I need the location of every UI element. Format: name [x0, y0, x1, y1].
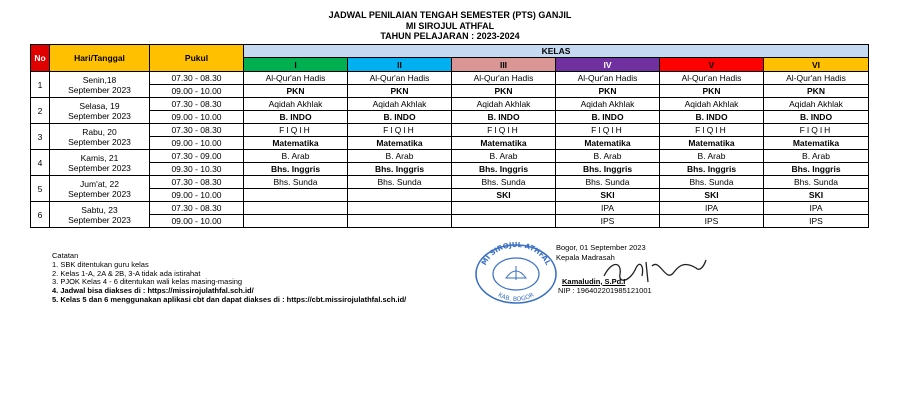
notes-title: Catatan — [52, 251, 79, 260]
table-row — [31, 163, 869, 176]
subject-cell: IPA — [764, 202, 869, 215]
day-number: 2 — [31, 98, 50, 124]
document-title — [0, 10, 900, 42]
day-cell — [50, 202, 150, 228]
subject-cell: PKN — [764, 85, 869, 98]
class-header: IV — [556, 58, 660, 72]
subject-cell: Al-Qur'an Hadis — [660, 72, 764, 85]
table-row — [31, 124, 869, 137]
seal-top-text: MI SIROJUL ATHFAL — [480, 240, 552, 267]
subject-cell: FIQIH — [348, 124, 452, 137]
class-header: III — [452, 58, 556, 72]
subject-cell: SKI — [764, 189, 869, 202]
table-row — [31, 176, 869, 189]
subject-cell: FIQIH — [764, 124, 869, 137]
seal-bottom-text: KAB. BOGOR — [496, 291, 536, 304]
day-name: Jum'at, 22 — [80, 178, 119, 189]
title-line-1: JADWAL PENILAIAN TENGAH SEMESTER (PTS) GANJIL — [328, 10, 572, 20]
table-row — [31, 202, 869, 215]
subject-cell — [244, 215, 348, 228]
day-number: 3 — [31, 124, 50, 150]
time-cell: 07.30 - 08.30 — [150, 176, 244, 189]
table-row — [31, 189, 869, 202]
subject-cell: B. Arab — [244, 150, 348, 163]
subject-cell: PKN — [556, 85, 660, 98]
subject-cell: B. Arab — [660, 150, 764, 163]
subject-cell: PKN — [660, 85, 764, 98]
day-date: September 2023 — [68, 188, 131, 199]
subject-cell: B. INDO — [244, 111, 348, 124]
subject-cell: PKN — [452, 85, 556, 98]
day-name: Sabtu, 23 — [81, 204, 118, 215]
header-time: Pukul — [150, 45, 244, 72]
day-cell — [50, 124, 150, 150]
subject-cell: B. INDO — [556, 111, 660, 124]
signature-name: Kamaludin, S.Pd.I — [562, 276, 626, 286]
subject-cell: Aqidah Akhlak — [244, 98, 348, 111]
subject-cell: IPS — [764, 215, 869, 228]
subject-cell: Bhs. Inggris — [660, 163, 764, 176]
day-date: September 2023 — [68, 84, 131, 95]
note-item: 4. Jadwal bisa diakses di : https://missirojulathfal.sch.id/ — [52, 286, 254, 296]
notes-section — [52, 252, 406, 305]
schedule-table — [30, 44, 869, 228]
subject-cell: Bhs. Inggris — [348, 163, 452, 176]
time-cell: 09.00 - 10.00 — [150, 111, 244, 124]
subject-cell: Al-Qur'an Hadis — [452, 72, 556, 85]
subject-cell: FIQIH — [452, 124, 556, 137]
header-row-1 — [31, 45, 869, 58]
time-cell: 09.00 - 10.00 — [150, 137, 244, 150]
subject-cell: B. INDO — [348, 111, 452, 124]
time-cell: 07.30 - 08.30 — [150, 202, 244, 215]
class-header: II — [348, 58, 452, 72]
subject-cell: Bhs. Sunda — [556, 176, 660, 189]
subject-cell: Matematika — [348, 137, 452, 150]
subject-cell: FIQIH — [244, 124, 348, 137]
subject-cell: Al-Qur'an Hadis — [244, 72, 348, 85]
signature-place-date: Bogor, 01 September 2023 — [556, 243, 646, 252]
header-day: Hari/Tanggal — [50, 45, 150, 72]
day-date: September 2023 — [68, 110, 131, 121]
day-date: September 2023 — [68, 214, 131, 225]
subject-cell: B. Arab — [348, 150, 452, 163]
subject-cell: Aqidah Akhlak — [660, 98, 764, 111]
signature-role: Kepala Madrasah — [556, 252, 615, 262]
time-cell: 07.30 - 08.30 — [150, 98, 244, 111]
table-row — [31, 85, 869, 98]
subject-cell — [348, 215, 452, 228]
time-cell: 09.00 - 10.00 — [150, 215, 244, 228]
day-date: September 2023 — [68, 162, 131, 173]
subject-cell: FIQIH — [556, 124, 660, 137]
subject-cell: SKI — [556, 189, 660, 202]
time-cell: 07.30 - 08.30 — [150, 72, 244, 85]
time-cell: 09.00 - 10.00 — [150, 189, 244, 202]
subject-cell — [348, 189, 452, 202]
subject-cell: Aqidah Akhlak — [556, 98, 660, 111]
subject-cell: B. INDO — [452, 111, 556, 124]
title-line-3: TAHUN PELAJARAN : 2023-2024 — [380, 31, 520, 41]
subject-cell: Bhs. Inggris — [556, 163, 660, 176]
subject-cell: Bhs. Sunda — [660, 176, 764, 189]
subject-cell: IPS — [660, 215, 764, 228]
subject-cell — [348, 202, 452, 215]
day-number: 6 — [31, 202, 50, 228]
subject-cell: Bhs. Sunda — [244, 176, 348, 189]
day-name: Selasa, 19 — [79, 100, 120, 111]
subject-cell: Al-Qur'an Hadis — [556, 72, 660, 85]
subject-cell: Bhs. Inggris — [764, 163, 869, 176]
subject-cell: PKN — [244, 85, 348, 98]
day-cell — [50, 150, 150, 176]
table-row — [31, 72, 869, 85]
subject-cell: Bhs. Inggris — [452, 163, 556, 176]
subject-cell: IPA — [660, 202, 764, 215]
title-line-2: MI SIROJUL ATHFAL — [405, 20, 495, 31]
subject-cell: IPA — [556, 202, 660, 215]
school-seal-stamp — [474, 240, 558, 304]
class-header: VI — [764, 58, 869, 72]
subject-cell: Bhs. Sunda — [348, 176, 452, 189]
subject-cell: B. INDO — [660, 111, 764, 124]
class-header: I — [244, 58, 348, 72]
subject-cell: Matematika — [244, 137, 348, 150]
subject-cell: Aqidah Akhlak — [348, 98, 452, 111]
time-cell: 09.30 - 10.30 — [150, 163, 244, 176]
time-cell: 07.30 - 09.00 — [150, 150, 244, 163]
day-date: September 2023 — [68, 136, 131, 147]
day-number: 1 — [31, 72, 50, 98]
subject-cell: B. Arab — [764, 150, 869, 163]
day-number: 4 — [31, 150, 50, 176]
subject-cell: Matematika — [764, 137, 869, 150]
subject-cell — [244, 189, 348, 202]
note-item: 1. SBK ditentukan guru kelas — [52, 259, 149, 269]
svg-text:MI SIROJUL ATHFAL — [480, 241, 552, 267]
subject-cell: Matematika — [452, 137, 556, 150]
subject-cell: B. INDO — [764, 111, 869, 124]
subject-cell: SKI — [660, 189, 764, 202]
table-row — [31, 215, 869, 228]
day-name: Rabu, 20 — [82, 126, 117, 137]
header-kelas: KELAS — [244, 45, 869, 58]
day-name: Senin,18 — [82, 74, 117, 85]
note-item: 5. Kelas 5 dan 6 menggunakan aplikasi cbt dan dapat diakses di : https://cbt.missirojulathfal.sch.id/ — [52, 294, 407, 304]
subject-cell: Al-Qur'an Hadis — [348, 72, 452, 85]
table-row — [31, 137, 869, 150]
subject-cell: Aqidah Akhlak — [764, 98, 869, 111]
subject-cell — [244, 202, 348, 215]
subject-cell: Bhs. Sunda — [764, 176, 869, 189]
subject-cell: Al-Qur'an Hadis — [764, 72, 869, 85]
subject-cell: SKI — [452, 189, 556, 202]
subject-cell: B. Arab — [452, 150, 556, 163]
table-row — [31, 98, 869, 111]
signature-block — [556, 243, 652, 296]
day-cell — [50, 176, 150, 202]
subject-cell: Aqidah Akhlak — [452, 98, 556, 111]
subject-cell: IPS — [556, 215, 660, 228]
subject-cell — [452, 202, 556, 215]
table-row — [31, 150, 869, 163]
subject-cell: B. Arab — [556, 150, 660, 163]
table-row — [31, 111, 869, 124]
subject-cell: Matematika — [556, 137, 660, 150]
subject-cell — [452, 215, 556, 228]
day-cell — [50, 98, 150, 124]
time-cell: 09.00 - 10.00 — [150, 85, 244, 98]
subject-cell: FIQIH — [660, 124, 764, 137]
subject-cell: PKN — [348, 85, 452, 98]
time-cell: 07.30 - 08.30 — [150, 124, 244, 137]
subject-cell: Matematika — [660, 137, 764, 150]
subject-cell: Bhs. Sunda — [452, 176, 556, 189]
header-no: No — [31, 45, 50, 72]
signature-nip: NIP : 196402201985121001 — [558, 286, 652, 296]
day-number: 5 — [31, 176, 50, 202]
day-cell — [50, 72, 150, 98]
day-name: Kamis, 21 — [80, 152, 119, 163]
subject-cell: Bhs. Inggris — [244, 163, 348, 176]
class-header: V — [660, 58, 764, 72]
note-item: 2. Kelas 1-A, 2A & 2B, 3-A tidak ada istirahat — [52, 268, 201, 278]
note-item: 3. PJOK Kelas 4 - 6 ditentukan wali kelas masing-masing — [52, 277, 243, 287]
